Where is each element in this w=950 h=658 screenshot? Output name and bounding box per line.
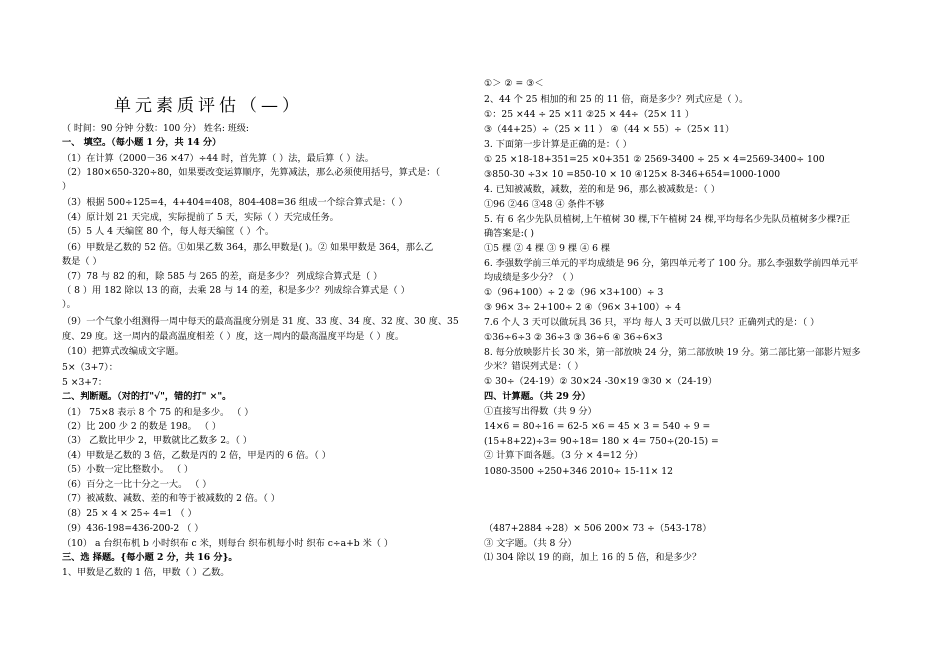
judge-q5: （5）小数一定比整数小。 （ ） [62, 464, 194, 475]
fill-q10-expr2: 5 ×3+7： [62, 377, 108, 388]
calc-direct-heading: ①直接写出得数（共 9 分） [484, 406, 597, 417]
judge-q3: （3） 乙数比甲少 2，甲数就比乙数多 2。（ ） [62, 435, 252, 446]
fill-q7: （7）78 与 82 的和，除 585 与 265 的差，商是多少？ 列成综合算式是（ ） [62, 271, 383, 282]
section-three-heading: 三、选 择题。{每小题 2 分，共 16 分}。 [62, 552, 238, 563]
fill-q6: （6）甲数是乙数的 52 倍。①如果乙数 364，那么甲数是( )。② 如果甲数是 364，那么乙 [62, 242, 434, 253]
fill-q4: （4）原计划 21 天完成，实际提前了 5 天，实际（ ）天完成任务。 [62, 212, 339, 223]
choice-q4: 4. 已知被减数，减数，差的和是 96，那么被减数是：（ ） [484, 184, 720, 195]
judge-q9: （9）436-198=436-200-2 （ ） [62, 523, 204, 534]
choice-q8: 8. 每分放映影片长 30 米，第一部放映 24 分，第二部放映 19 分。第二部比第一部影片短多 [484, 347, 861, 358]
fill-q9-cont: 度、29 度。这一周内的最高温度相差（ ）度，这一周内的最高温度平均是（ ）度。 [62, 331, 405, 342]
exam-info: （ 时间：90 分钟 分数：100 分） 姓名: 班级: [62, 124, 249, 134]
fill-q2-cont: ） [62, 181, 72, 192]
choice-q2: 2、44 个 25 相加的和 25 的 11 倍，商是多少？列式应是（ ）。 [484, 94, 749, 105]
fill-q9: （9）一个气象小组测得一周中每天的最高温度分别是 31 度、33 度、34 度、32 度、30 度、35 [62, 316, 459, 327]
choice-q3-opt-b: ③850-30 ÷3× 10 =850-10 × 10 ④125× 8-346+654=1000-1000 [484, 169, 781, 180]
choice-q8-cont: 少米？错误列式是：（ ） [484, 361, 584, 372]
choice-q4-options: ①96 ②46 ③48 ④ 条件不够 [484, 199, 605, 210]
calc-steps-row2: （487+2884 ÷28）× 506 200× 73 ÷（543-178） [484, 523, 712, 534]
choice-q8-options: ① 30÷（24-19）② 30×24 -30×19 ③30 ×（24-19） [484, 376, 718, 387]
choice-q1-options: ①＞ ② = ③＜ [484, 78, 544, 89]
calc-direct-row1: 14×6 = 80÷16 = 62-5 ×6 = 45 × 3 = 540 ÷ 9 = [484, 421, 711, 432]
choice-q2-opt-b: ③（44+25）÷（25 × 11 ） ④（44 × 55）÷（25× 11） [484, 124, 735, 135]
choice-q6: 6. 李强数学前三单元的平均成绩是 96 分，第四单元考了 100 分。那么李强数学前四单元平 [484, 258, 859, 269]
choice-q7-options: ①36÷6÷3 ② 36÷3 ③ 36÷6 ④ 36÷6×3 [484, 332, 663, 343]
fill-q2: （2）180×650-320÷80，如果要改变运算顺序，先算减法，那么必须使用括号，算式是：（ [62, 167, 441, 178]
section-one-heading: 一、 填空。（每小题 1 分，共 14 分） [62, 137, 222, 148]
fill-q10-expr1: 5×（3+7）： [62, 362, 118, 373]
choice-q6-opt-a: ①（96+100）÷ 2 ②（96 ×3+100）÷ 3 [484, 287, 664, 298]
section-two-heading: 二、判断题。（对的打"√"，错的打" ×"。 [62, 391, 232, 402]
choice-q5-cont: 确答案是:( ) [484, 228, 534, 239]
fill-q1: （1）在计算（2000－36 ×47）÷44 时，首先算（ ）法，最后算（ ）法。 [62, 153, 374, 164]
fill-q10: （10）把算式改编成文字题。 [62, 346, 184, 357]
judge-q2: （2）比 200 少 2 的数是 198。 （ ） [62, 421, 222, 432]
choice-q7: 7.6 个人 3 天可以做玩具 36 只，平均 每人 3 天可以做几只？正确列式的是：（ ） [484, 317, 820, 328]
judge-q4: （4）甲数是乙数的 3 倍，乙数是丙的 2 倍，甲是丙的 6 倍。（ ） [62, 450, 331, 461]
calc-steps-row1: 1080-3500 ÷250+346 2010÷ 15-11× 12 [484, 466, 673, 477]
judge-q1: （1） 75×8 表示 8 个 75 的和是多少。 （ ） [62, 407, 254, 418]
word-problem-q1: ⑴ 304 除以 19 的商，加上 16 的 5 倍，和是多少？ [484, 552, 702, 563]
fill-q8: （ 8 ）用 182 除以 13 的商，去乘 28 与 14 的差，积是多少？列成综合算式是（ ） [62, 285, 410, 296]
fill-q8-cont: ）。 [62, 299, 76, 310]
fill-q6-cont: 数是（ ） [62, 256, 102, 267]
choice-q6-cont: 均成绩是多少分？（ ） [484, 272, 579, 283]
choice-q3: 3. 下面第一步计算是正确的是：（ ） [484, 139, 632, 150]
choice-q5-options: ①5 棵 ② 4 棵 ③ 9 棵 ④ 6 棵 [484, 243, 611, 254]
word-problem-heading: ③ 文字题。（共 8 分） [484, 538, 577, 549]
choice-q3-opt-a: ① 25 ×18-18+351=25 ×0+351 ② 2569-3400 ÷ 25 × 4=2569-3400÷ 100 [484, 154, 825, 165]
fill-q5: （5）5 人 4 天编筐 80 个，每人每天编筐（ ）个。 [62, 226, 275, 237]
choice-q6-opt-b: ③ 96× 3÷ 2+100÷ 2 ④（96× 3+100）÷ 4 [484, 302, 681, 313]
choice-q2-opt-a: ①：25 ×44 ÷ 25 ×11 ②25 × 44÷（25× 11 ） [484, 109, 695, 120]
judge-q8: （8）25 × 4 × 25÷ 4=1 （ ） [62, 508, 197, 519]
fill-q3: （3）根据 500÷125=4，4+404=408，804-408=36 组成一个综合算式是：（ ） [62, 197, 408, 208]
judge-q10: （10） a 台织布机 b 小时织布 c 米，则每台 织布机每小时 织布 c÷a+b 米（ ） [62, 538, 394, 549]
exam-title: 单元素质评估（—） [114, 96, 303, 116]
section-four-heading: 四、计算题。（共 29 分） [484, 391, 591, 402]
judge-q6: （6）百分之一比十分之一大。 （ ） [62, 479, 212, 490]
choice-q5: 5. 有 6 名少先队员植树,上午植树 30 棵,下午植树 24 棵,平均每名少先队员植树多少棵?正 [484, 214, 851, 225]
choice-q1: 1、甲数是乙数的 1 倍，甲数（ ）乙数。 [62, 567, 230, 578]
calc-steps-heading: ② 计算下面各题。（3 分 × 4=12 分） [484, 450, 644, 461]
calc-direct-row2: (15+8+22)÷3= 90÷18= 180 × 4= 750÷(20-15) = [484, 436, 719, 447]
judge-q7: （7）被减数、减数、差的和等于被减数的 2 倍。（ ） [62, 493, 280, 504]
